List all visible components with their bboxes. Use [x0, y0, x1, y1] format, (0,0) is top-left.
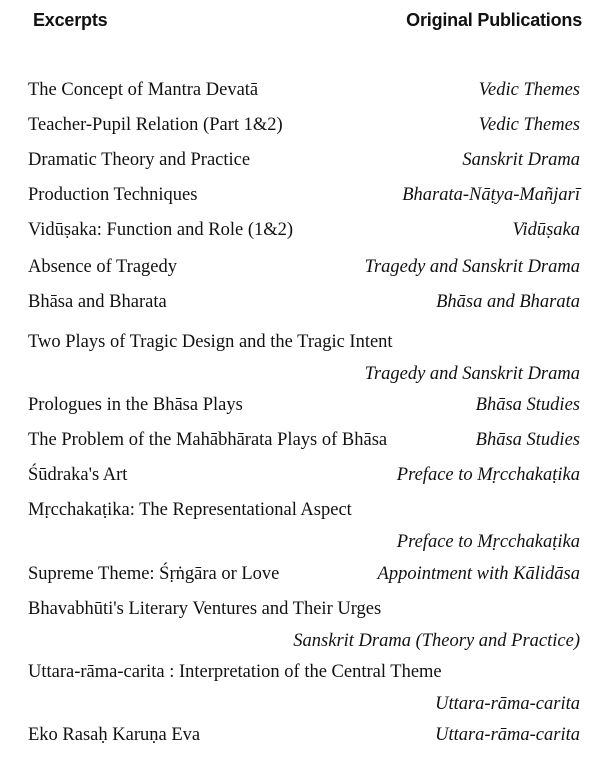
publication-title: Preface to Mṛcchakaṭika — [396, 465, 580, 485]
excerpt-title: Production Techniques — [28, 185, 198, 205]
publication-title: Vedic Themes — [478, 80, 580, 100]
excerpt-title: Dramatic Theory and Practice — [28, 150, 251, 170]
excerpt-title: Bhāsa and Bharata — [28, 292, 167, 312]
excerpt-title: Bhavabhūti's Literary Ventures and Their Urges — [28, 599, 382, 619]
publication-title: Vedic Themes — [478, 115, 580, 135]
publication-title: Uttara-rāma-carita — [435, 725, 580, 745]
publication-title: Sanskrit Drama — [462, 150, 580, 170]
publication-title: Bhāsa and Bharata — [436, 292, 580, 312]
excerpt-title: Mṛcchakaṭika: The Representational Aspect — [28, 500, 352, 520]
publication-title: Uttara-rāma-carita — [435, 694, 580, 714]
publication-title: Tragedy and Sanskrit Drama — [364, 364, 580, 384]
excerpt-title: Two Plays of Tragic Design and the Tragic Intent — [28, 332, 393, 352]
publication-title: Sanskrit Drama (Theory and Practice) — [293, 631, 580, 651]
excerpt-title: Prologues in the Bhāsa Plays — [28, 395, 243, 415]
excerpt-title: Śūdraka's Art — [28, 465, 128, 485]
excerpt-title: Supreme Theme: Śṛṅgāra or Love — [28, 564, 280, 584]
publication-title: Preface to Mṛcchakaṭika — [396, 532, 580, 552]
excerpt-title: Uttara-rāma-carita : Interpretation of the Central Theme — [28, 662, 442, 682]
publication-title: Vidūṣaka — [512, 220, 580, 240]
publication-title: Bharata-Nāṭya-Mañjarī — [402, 185, 580, 205]
excerpts-column-header: Excerpts — [33, 10, 108, 30]
publication-title: Bhāsa Studies — [475, 395, 580, 415]
excerpt-title: Eko Rasaḥ Karuṇa Eva — [28, 725, 201, 745]
excerpt-title: The Concept of Mantra Devatā — [28, 80, 259, 100]
excerpt-title: Absence of Tragedy — [28, 257, 178, 277]
publication-title: Tragedy and Sanskrit Drama — [364, 257, 580, 277]
excerpt-title: Vidūṣaka: Function and Role (1&2) — [28, 220, 294, 240]
excerpt-title: The Problem of the Mahābhārata Plays of Bhāsa — [28, 430, 388, 450]
publications-column-header: Original Publications — [406, 10, 582, 30]
publication-title: Appointment with Kālidāsa — [377, 564, 580, 584]
publication-title: Bhāsa Studies — [475, 430, 580, 450]
excerpt-title: Teacher-Pupil Relation (Part 1&2) — [28, 115, 283, 135]
